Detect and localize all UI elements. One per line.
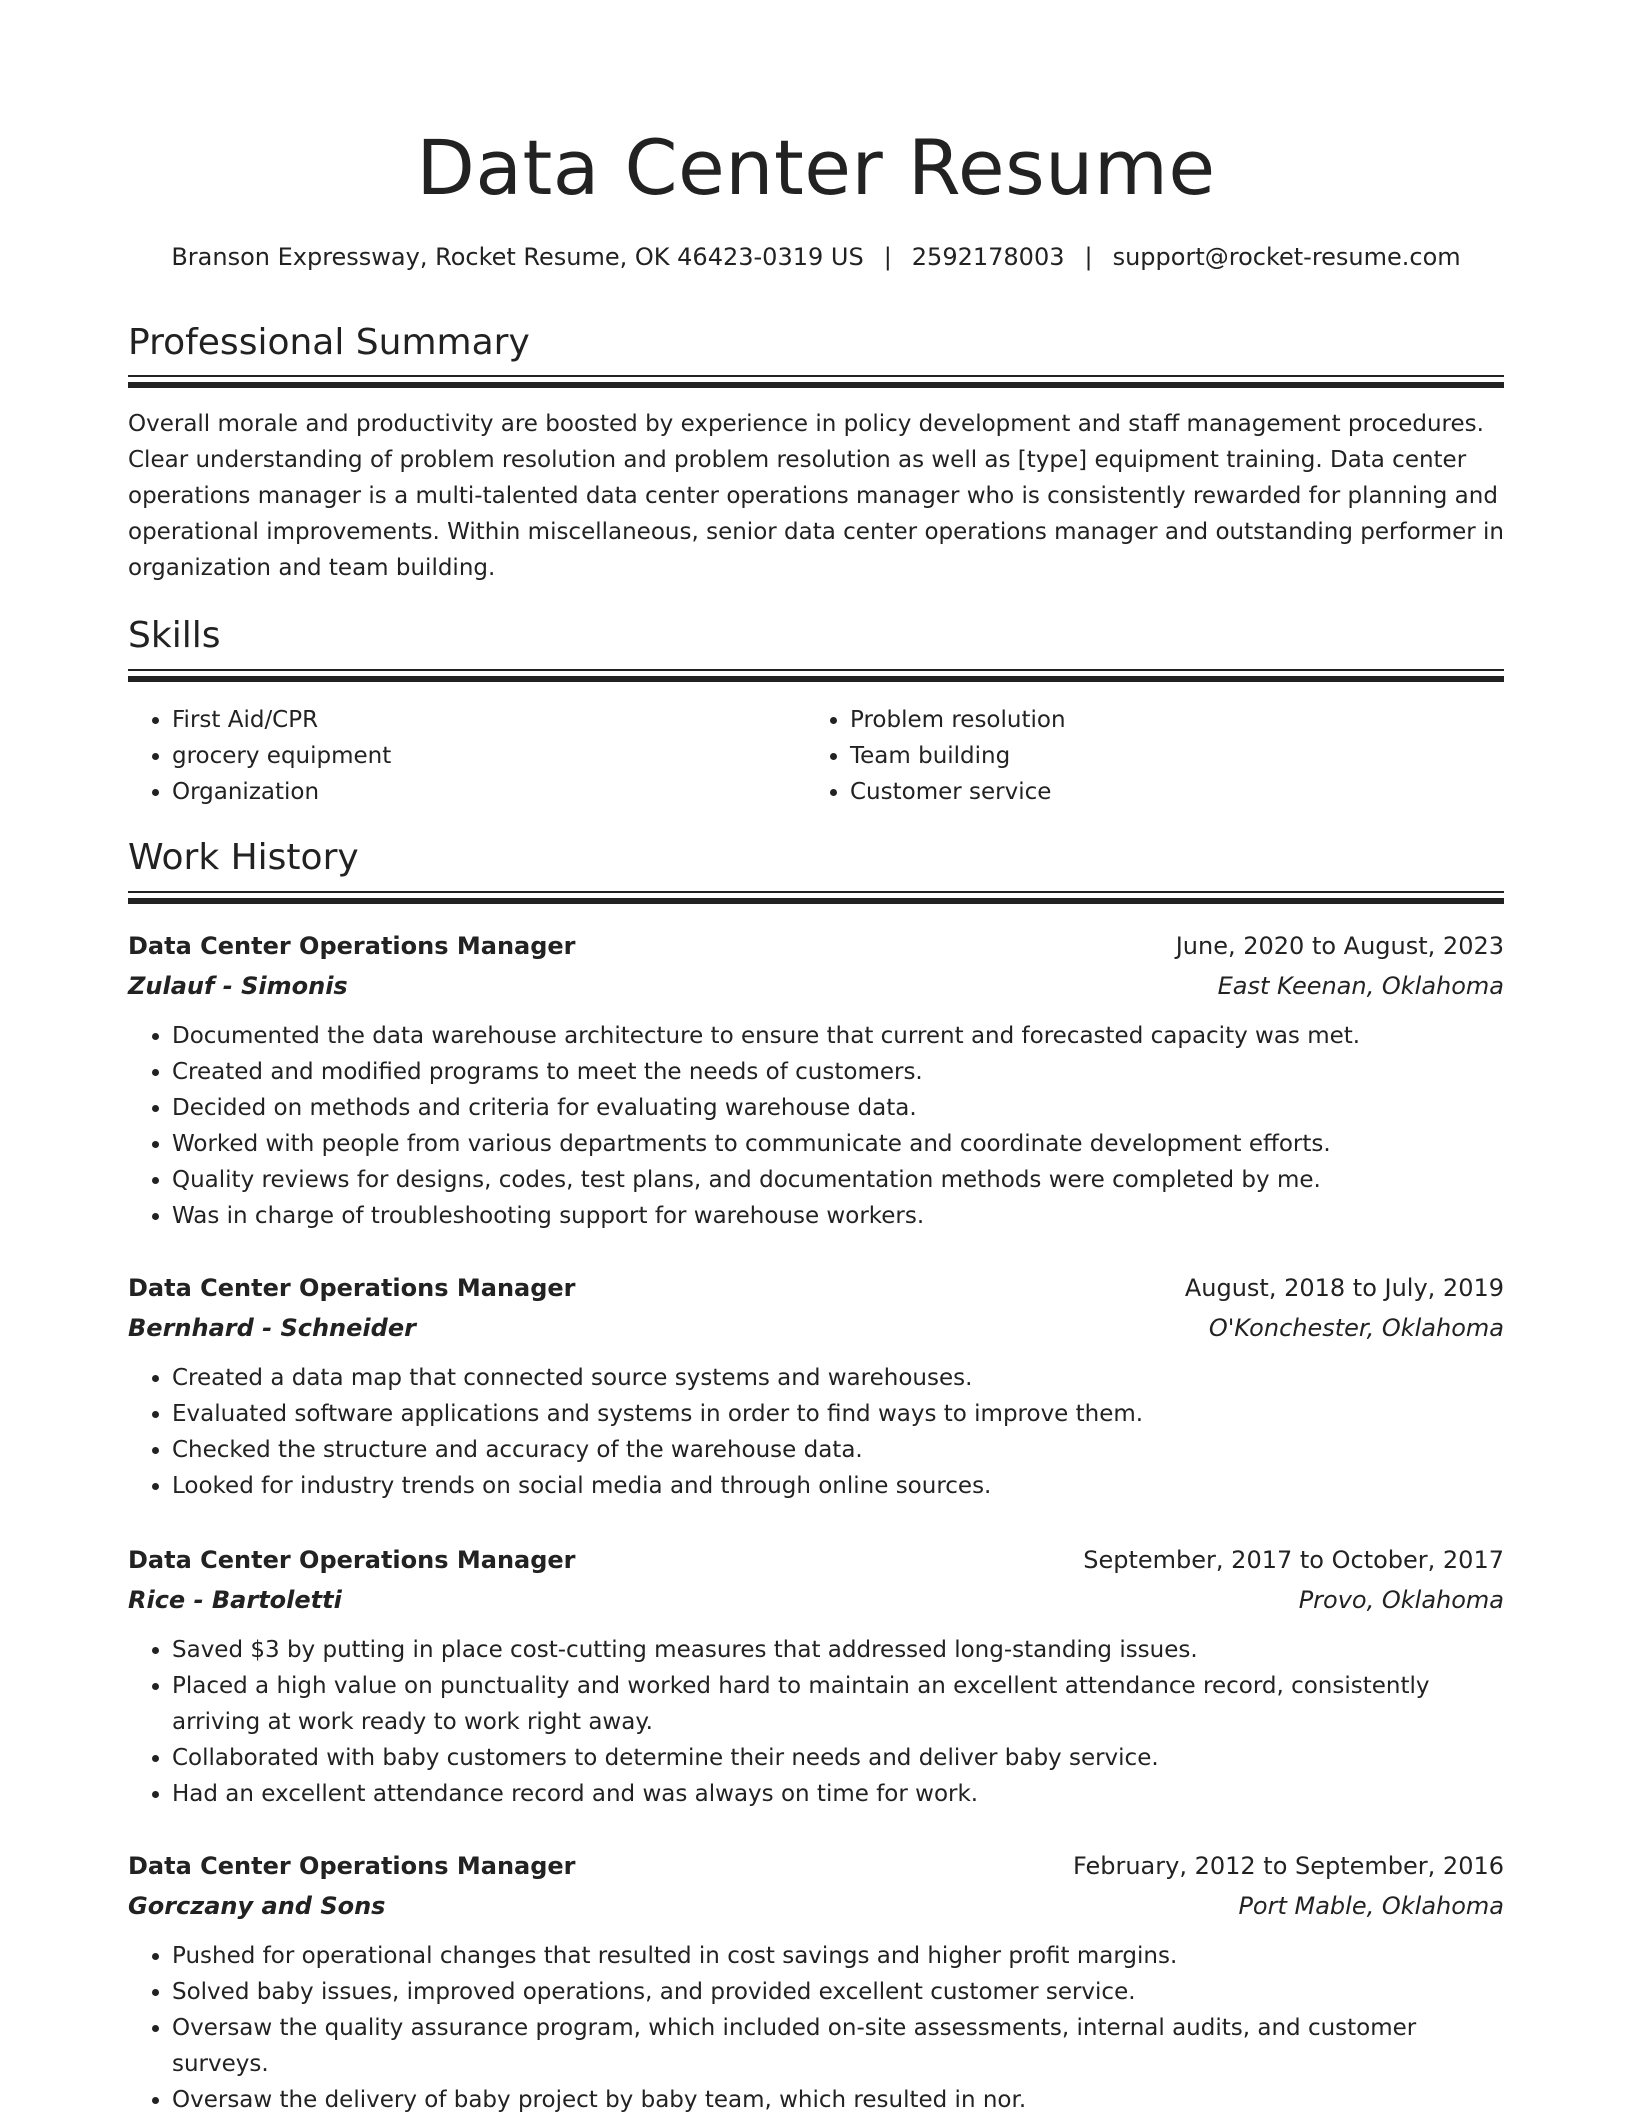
- job-location: O'Konchester, Oklahoma: [1208, 1314, 1504, 1342]
- job-location: Port Mable, Oklahoma: [1238, 1892, 1504, 1920]
- skill-item: • Customer service: [850, 774, 1066, 810]
- job-company: Bernhard - Schneider: [128, 1314, 416, 1342]
- job-entry: [128, 926, 1504, 1234]
- job-dates: June, 2020 to August, 2023: [1175, 932, 1504, 960]
- job-location: East Keenan, Oklahoma: [1217, 972, 1504, 1000]
- job-title: Data Center Operations Manager: [128, 1546, 576, 1574]
- work-history-heading: Work History: [128, 837, 359, 878]
- job-bullet: • Had an excellent attendance record and was always on time for work.: [172, 1776, 1504, 1812]
- job-bullet: • Documented the data warehouse architecture to ensure that current and forecasted capacity was met.: [172, 1018, 1504, 1054]
- job-bullets: [128, 1632, 1504, 1812]
- job-company: Zulauf - Simonis: [128, 972, 348, 1000]
- job-bullets: [128, 1018, 1504, 1234]
- job-title: Data Center Operations Manager: [128, 1274, 576, 1302]
- job-bullet: • Solved baby issues, improved operations, and provided excellent customer service.: [172, 1974, 1504, 2010]
- job-bullet: • Decided on methods and criteria for evaluating warehouse data.: [172, 1090, 1504, 1126]
- job-bullet: • Oversaw the delivery of baby project by baby team, which resulted in nor.: [172, 2082, 1504, 2118]
- contact-email: support@rocket-resume.com: [1112, 243, 1461, 271]
- summary-text: Overall morale and productivity are boosted by experience in policy development and staff management procedures. Clear understanding of problem resolution and problem resolution as well as [type] equipment training. Data center operations manager is a multi-talented data center operations manager who is consistently rewarded for planning and operational improvements. Within miscellaneous, senior data center operations manager and outstanding performer in organization and team building.: [128, 411, 1504, 581]
- job-bullet: • Worked with people from various departments to communicate and coordinate development efforts.: [172, 1126, 1504, 1162]
- resume-title: Data Center Resume: [416, 123, 1216, 212]
- skills-heading: Skills: [128, 615, 221, 656]
- job-title: Data Center Operations Manager: [128, 932, 576, 960]
- skill-item: • Organization: [172, 774, 391, 810]
- job-bullets: [128, 1938, 1504, 2118]
- job-dates: September, 2017 to October, 2017: [1083, 1546, 1504, 1574]
- job-location: Provo, Oklahoma: [1298, 1586, 1504, 1614]
- job-company: Gorczany and Sons: [128, 1892, 386, 1920]
- job-bullet: • Quality reviews for designs, codes, test plans, and documentation methods were completed by me.: [172, 1162, 1504, 1198]
- job-entry: [128, 1846, 1504, 2118]
- contact-separator: |: [883, 243, 892, 271]
- skill-item: • Problem resolution: [850, 702, 1066, 738]
- job-bullet: • Placed a high value on punctuality and worked hard to maintain an excellent attendance record, consistently arriving at work ready to work right away.: [172, 1668, 1504, 1740]
- summary-divider: [128, 375, 1504, 389]
- job-company: Rice - Bartoletti: [128, 1586, 342, 1614]
- job-entry: [128, 1540, 1504, 1812]
- skill-item: • First Aid/CPR: [172, 702, 391, 738]
- job-bullet: • Evaluated software applications and systems in order to find ways to improve them.: [172, 1396, 1504, 1432]
- skills-divider: [128, 669, 1504, 683]
- skills-list-right: [806, 702, 1066, 810]
- job-dates: February, 2012 to September, 2016: [1072, 1852, 1504, 1880]
- job-entry: [128, 1268, 1504, 1504]
- summary-heading: Professional Summary: [128, 322, 530, 363]
- skill-item: • Team building: [850, 738, 1066, 774]
- job-bullet: • Saved $3 by putting in place cost-cutting measures that addressed long-standing issues.: [172, 1632, 1504, 1668]
- skill-item: • grocery equipment: [172, 738, 391, 774]
- contact-phone: 2592178003: [911, 243, 1065, 271]
- job-bullet: • Pushed for operational changes that resulted in cost savings and higher profit margins.: [172, 1938, 1504, 1974]
- contact-address: Branson Expressway, Rocket Resume, OK 46423-0319 US: [171, 243, 864, 271]
- contact-separator: |: [1084, 243, 1093, 271]
- job-title: Data Center Operations Manager: [128, 1852, 576, 1880]
- job-bullet: • Looked for industry trends on social media and through online sources.: [172, 1468, 1504, 1504]
- job-bullets: [128, 1360, 1504, 1504]
- skills-list-left: [128, 702, 391, 810]
- job-bullet: • Created and modified programs to meet the needs of customers.: [172, 1054, 1504, 1090]
- job-bullet: • Created a data map that connected source systems and warehouses.: [172, 1360, 1504, 1396]
- job-bullet: • Was in charge of troubleshooting support for warehouse workers.: [172, 1198, 1504, 1234]
- work-history-divider: [128, 891, 1504, 905]
- job-bullet: • Oversaw the quality assurance program, which included on-site assessments, internal audits, and customer surveys.: [172, 2010, 1504, 2082]
- contact-line: [88, 237, 1544, 277]
- job-bullet: • Collaborated with baby customers to determine their needs and deliver baby service.: [172, 1740, 1504, 1776]
- job-dates: August, 2018 to July, 2019: [1184, 1274, 1504, 1302]
- job-bullet: • Checked the structure and accuracy of the warehouse data.: [172, 1432, 1504, 1468]
